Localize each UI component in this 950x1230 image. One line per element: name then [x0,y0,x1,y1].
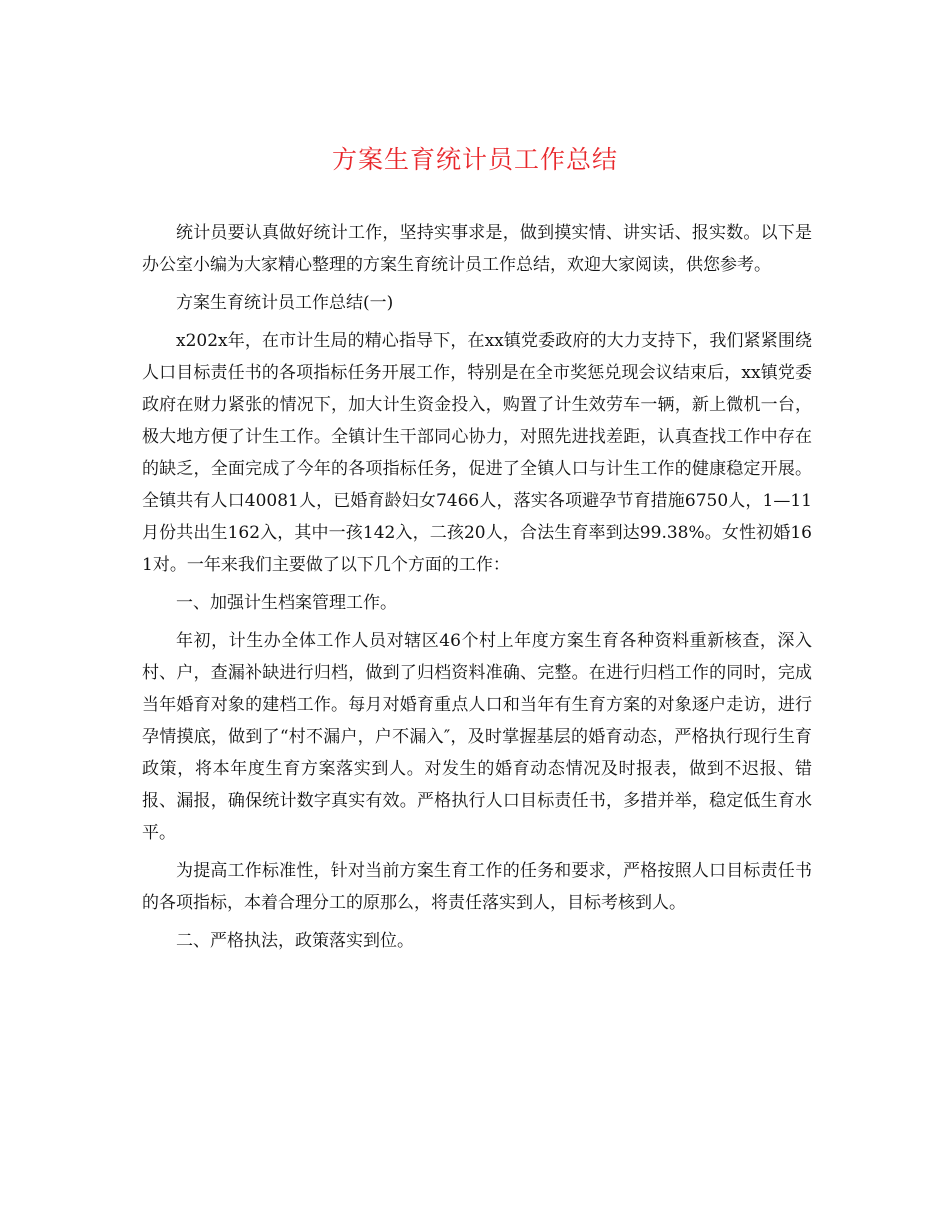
document-title: 方案生育统计员工作总结 [331,145,618,174]
paragraph-archives: 年初，计生办全体工作人员对辖区46个村上年度方案生育各种资料重新核查，深入村、户，查漏补缺进行归档，做到了归档资料准确、完整。在进行归档工作的同时，完成当年婚育对象的建档工作。每月对婚育重点人口和当年有生育方案的对象逐户走访，进行孕情摸底，做到了“村不漏户，户不漏入″，及时掌握基层的婚育动态，严格执行现行生育政策，将本年度生育方案落实到人。对发生的婚育动态情况及时报表，做到不迟报、错报、漏报，确保统计数字真实有效。严格执行人口目标责任书，多措并举，稳定低生育水平。 [142,631,812,843]
section-heading: 一、加强计生档案管理工作。 [176,593,397,613]
section-heading: 二、严格执法，政策落实到位。 [176,931,414,951]
paragraph-intro: 统计员要认真做好统计工作，坚持实事求是，做到摸实情、讲实话、报实数。以下是办公室小编为大家精心整理的方案生育统计员工作总结，欢迎大家阅读，供您参考。 [142,223,812,275]
paragraph-standards: 为提高工作标准性，针对当前方案生育工作的任务和要求，严格按照人口目标责任书的各项指标，本着合理分工的原那么，将责任落实到人，目标考核到人。 [142,861,812,913]
section-heading: 方案生育统计员工作总结(一) [176,293,394,313]
document-body [142,217,812,963]
paragraph-overview: x202x年，在市计生局的精心指导下，在xx镇党委政府的大力支持下，我们紧紧围绕人口目标责任书的各项指标任务开展工作，特别是在全市奖惩兑现会议结束后，xx镇党委政府在财力紧张的情况下，加大计生资金投入，购置了计生效劳车一辆，新上微机一台，极大地方便了计生工作。全镇计生干部同心协力，对照先进找差距，认真查找工作中存在的缺乏，全面完成了今年的各项指标任务，促进了全镇人口与计生工作的健康稳定开展。全镇共有人口40081人，已婚育龄妇女7466人，落实各项避孕节育措施6750人，1—11月份共出生162入，其中一孩142入，二孩20人，合法生育率到达99.38%。女性初婚161对。一年来我们主要做了以下几个方面的工作： [142,331,812,575]
